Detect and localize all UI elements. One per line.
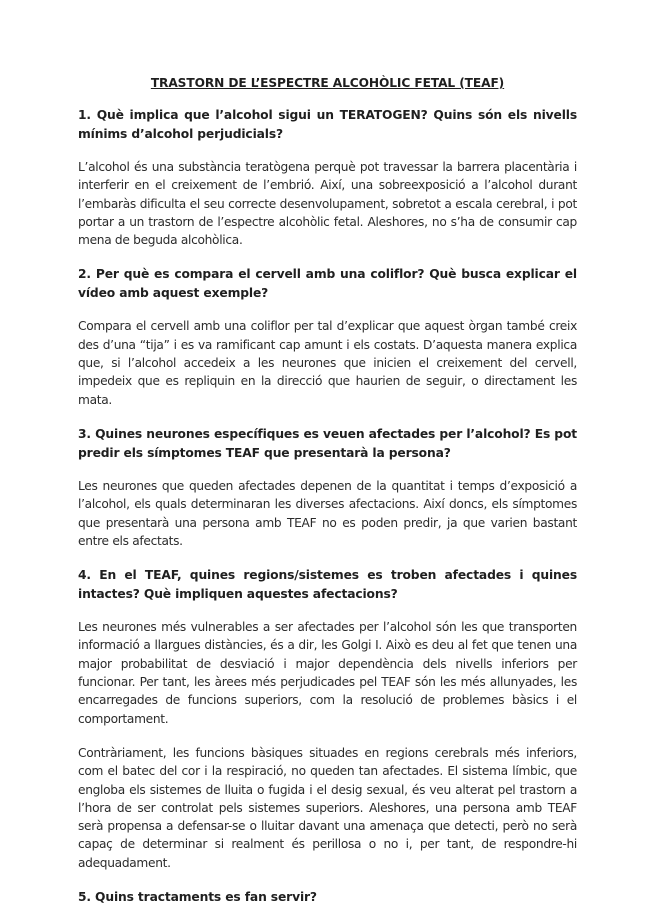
answer-1-paragraph: L’alcohol és una substància teratògena perquè pot travessar la barrera placentària i interferir en el creixement de l’embrió. Així, una sobreexposició a l’alcohol durant l’embaràs dificulta el seu correcte desenvolupament, sobretot a escala cerebral, i pot portar a un trastorn de l’espectre alcohòlic fetal. Aleshores, no s’ha de consumir cap mena de beguda alcohòlica. [78, 160, 577, 248]
answer-4-paragraph-1: Les neurones més vulnerables a ser afectades per l’alcohol són les que transporten informació a llargues distàncies, és a dir, les Golgi I. Això es deu al fet que tenen una major probabilitat de desviació i major dependència dels nivells inferiors per funcionar. Per tant, les àrees més perjudicades pel TEAF són les més allunyades, les encarregades de funcions superiors, com la resolució de problemes bàsics i el comportament. [78, 620, 577, 726]
answer-3-paragraph: Les neurones que queden afectades depenen de la quantitat i temps d’exposició a l’alcohol, els quals determinaran les diverses afectacions. Així doncs, els símptomes que presentarà una persona amb TEAF no es poden predir, ja que varien bastant entre els afectats. [78, 478, 577, 548]
question-2: 2. Per què es compara el cervell amb una coliflor? Què busca explicar el vídeo amb aquest exemple? [78, 267, 577, 301]
question-5: 5. Quins tractaments es fan servir? [78, 890, 317, 905]
question-3: 3. Quines neurones específiques es veuen afectades per l’alcohol? Es pot predir els símptomes TEAF que presentarà la persona? [78, 426, 577, 460]
answer-4-paragraph-2: Contràriament, les funcions bàsiques situades en regions cerebrals més inferiors, com el batec del cor i la respiració, no queden tan afectades. El sistema límbic, que engloba els sistemes de lluita o fugida i el desig sexual, és veu alterat pel trastorn a l’hora de ser controlat pels sistemes superiors. Aleshores, una persona amb TEAF serà propensa a defensar-se o lluitar davant una amenaça que detecti, però no serà capaç de determinar si realment és perillosa o no i, per tant, de respondre-hi adequadament. [78, 745, 577, 870]
question-1: 1. Què implica que l’alcohol sigui un TERATOGEN? Quins són els nivells mínims d’alcohol perjudicials? [78, 108, 577, 141]
answer-2-paragraph: Compara el cervell amb una coliflor per tal d’explicar que aquest òrgan també creix des d’una “tija” i es va ramificant cap amunt i els costats. D’aquesta manera explica que, si l’alcohol accedeix a les neurones que inicien el creixement del cervell, impedeix que es repliquin en la direcció que haurien de seguir, o directament les mata. [78, 319, 577, 407]
question-4: 4. En el TEAF, quines regions/sistemes es troben afectades i quines intactes? Què impliquen aquestes afectacions? [78, 568, 577, 602]
document-title: TRASTORN DE L’ESPECTRE ALCOHÒLIC FETAL (TEAF) [150, 76, 505, 90]
